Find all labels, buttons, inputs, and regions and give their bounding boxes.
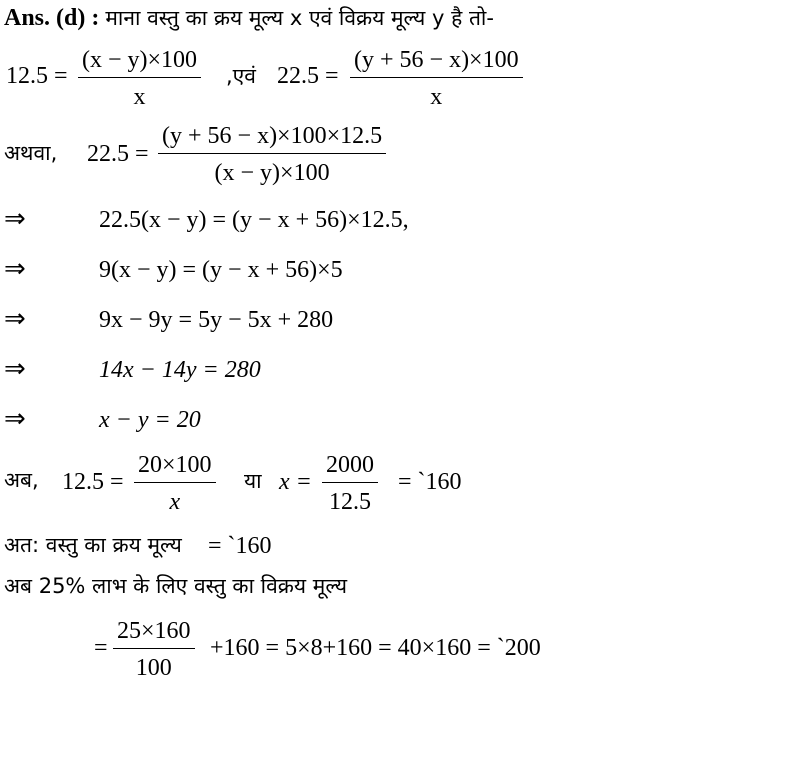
eq3-lhs2: x = [279, 469, 312, 495]
answer-label: Ans. (d) : [4, 5, 100, 31]
cost-price-value: = `160 [208, 533, 272, 559]
final-fraction [113, 619, 195, 680]
step-4-expression: 14x − 14y = 280 [99, 357, 261, 383]
step-3-expression: 9x − 9y = 5y − 5x + 280 [99, 307, 334, 333]
implies-arrow-3: ⇒ [4, 304, 26, 334]
eq1-connector: ,एवं [226, 64, 256, 88]
eq1-fraction2 [350, 48, 523, 109]
eq1-denominator: x [133, 84, 146, 110]
eq3-fraction2 [322, 453, 378, 514]
cost-price-text: अत: वस्तु का क्रय मूल्य [4, 533, 182, 557]
eq1-lhs: 12.5 = [6, 63, 68, 89]
final-denominator: 100 [135, 655, 172, 681]
step-5-expression: x − y = 20 [99, 407, 201, 433]
step-1-expression: 22.5(x − y) = (y − x + 56)×12.5, [99, 207, 409, 233]
eq1-numerator2: (y + 56 − x)×100 [354, 47, 519, 73]
eq3-fraction [134, 453, 216, 514]
eq3-denominator: x [169, 489, 181, 515]
eq1-numerator: (x − y)×100 [82, 47, 198, 73]
eq3-numerator2: 2000 [326, 452, 374, 478]
eq3-numerator: 20×100 [138, 452, 212, 478]
final-equals: = [94, 635, 108, 661]
answer-heading [4, 6, 494, 30]
implies-arrow-5: ⇒ [4, 404, 26, 434]
eq2-denominator: (x − y)×100 [214, 160, 330, 186]
eq3-denominator2: 12.5 [329, 489, 371, 515]
step-2-expression: 9(x − y) = (y − x + 56)×5 [99, 257, 343, 283]
final-numerator: 25×160 [117, 618, 191, 644]
eq2-fraction [158, 124, 386, 185]
eq2-word: अथवा, [4, 141, 58, 165]
implies-arrow-1: ⇒ [4, 204, 26, 234]
implies-arrow-4: ⇒ [4, 354, 26, 384]
answer-statement: माना वस्तु का क्रय मूल्य x एवं विक्रय मूल्य y है तो- [105, 6, 494, 30]
implies-arrow-2: ⇒ [4, 254, 26, 284]
eq3-word: अब, [4, 468, 39, 492]
eq1-fraction [78, 48, 201, 109]
eq3-lhs: 12.5 = [62, 469, 124, 495]
eq1-lhs2: 22.5 = [277, 63, 339, 89]
eq2-lhs: 22.5 = [87, 141, 149, 167]
profit-line-text: अब 25% लाभ के लिए वस्तु का विक्रय मूल्य [4, 574, 348, 598]
eq1-denominator2: x [430, 84, 443, 110]
eq2-numerator: (y + 56 − x)×100×12.5 [162, 123, 383, 149]
eq3-result: = `160 [398, 469, 462, 495]
final-rest: +160 = 5×8+160 = 40×160 = `200 [210, 635, 541, 661]
eq3-connector: या [244, 469, 262, 493]
